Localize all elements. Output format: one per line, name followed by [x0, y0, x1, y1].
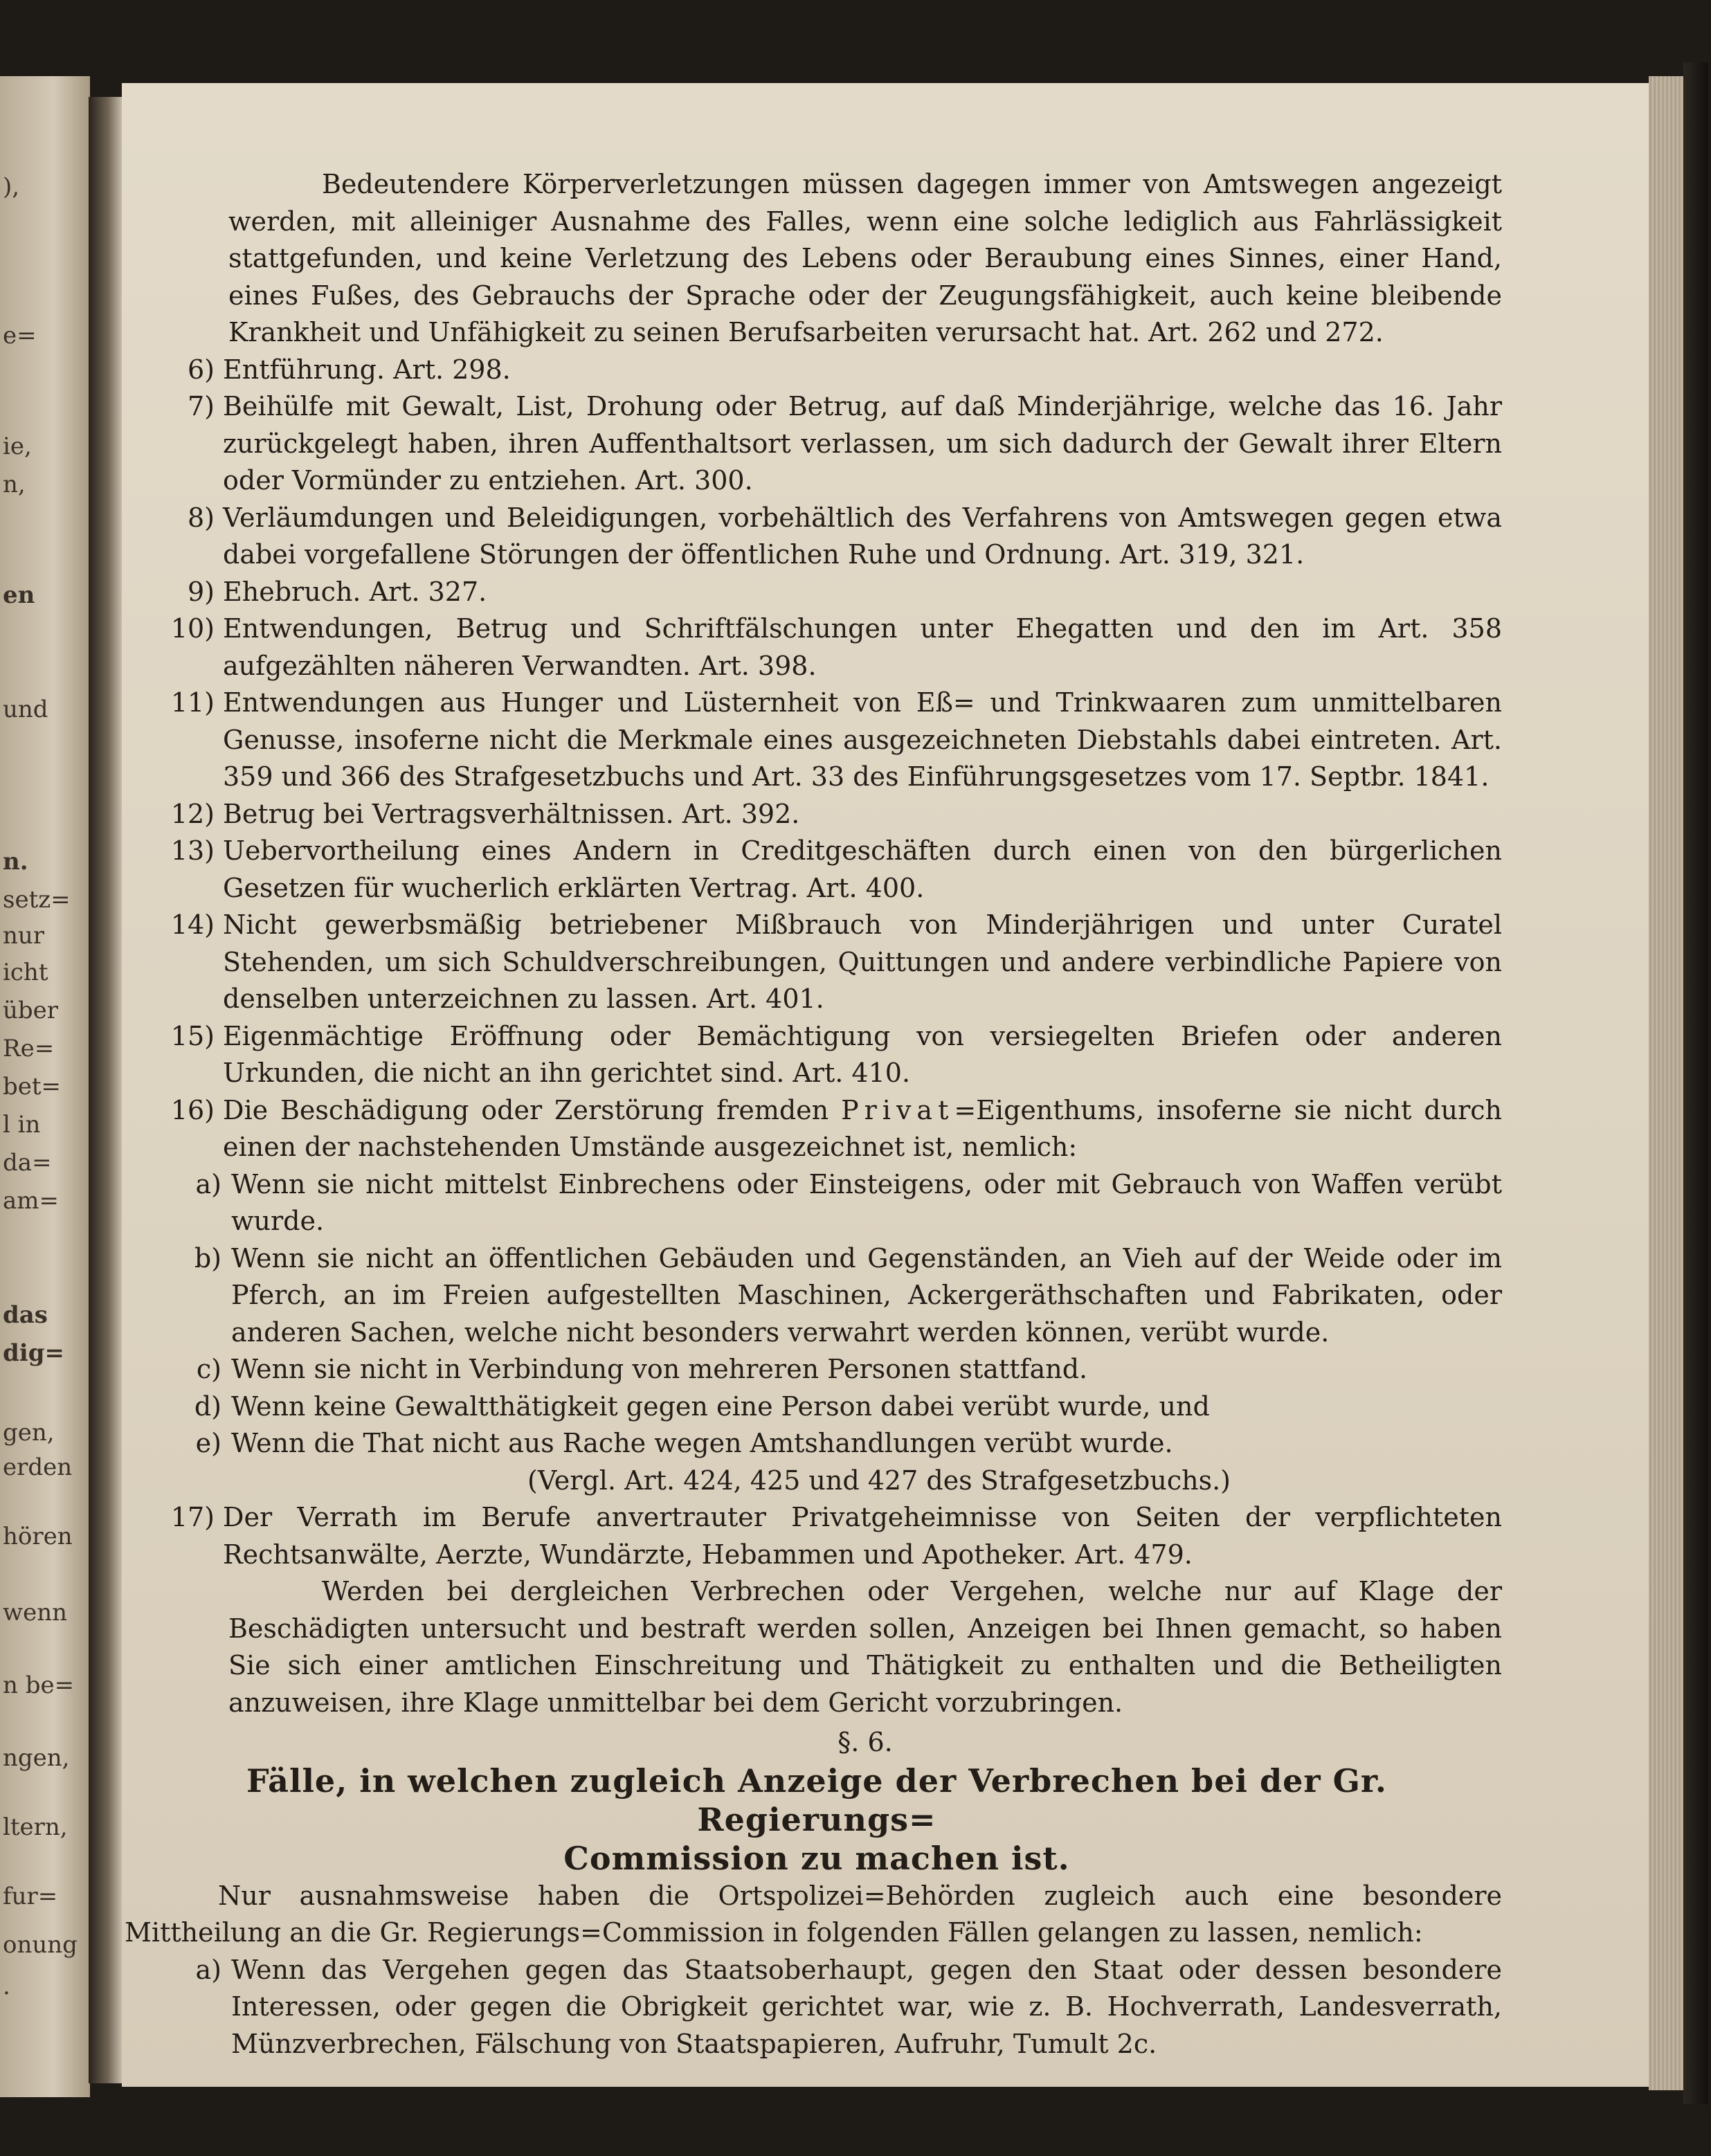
- list-item: [170, 833, 1502, 907]
- item-number: 13): [170, 835, 215, 866]
- intro-paragraph: Bedeutendere Körperverletzungen müssen dagegen immer von Amtswegen angezeigt werden, mit alleiniger Ausnahme des Falles, wenn eine solche lediglich aus Fahrlässigkeit stattgefunden, und keine Verletzung des Lebens oder Beraubung eines Sinnes, einer Hand, eines Fußes, des Gebrauchs der Sprache oder der Zeugungsfähigkeit, auch keine bleibende Krankheit und Unfähigkeit zu seinen Berufsarbeiten verursacht hat. Art. 262 und 272.: [228, 169, 1502, 347]
- margin-fragment: fur=: [3, 1883, 58, 1910]
- list-item: [170, 907, 1502, 1018]
- margin-fragment: wenn: [3, 1599, 68, 1627]
- item-number: 17): [170, 1502, 215, 1532]
- item-number: 8): [187, 502, 215, 533]
- section-heading: [125, 1761, 1509, 1878]
- margin-fragment: am=: [3, 1187, 59, 1215]
- margin-fragment: hören: [3, 1523, 73, 1550]
- item-number: 10): [170, 613, 215, 644]
- margin-fragment: n,: [3, 471, 26, 498]
- margin-fragment: Re=: [3, 1035, 55, 1062]
- margin-fragment: ngen,: [3, 1744, 70, 1772]
- item-number: 7): [187, 391, 215, 422]
- sub-item-label: e): [195, 1428, 221, 1458]
- margin-fragment: onung: [3, 1931, 78, 1959]
- item-number: 14): [170, 909, 215, 940]
- list-item-17: [170, 1499, 1502, 1573]
- margin-fragment: nur: [3, 922, 45, 950]
- margin-fragment: und: [3, 696, 48, 723]
- list-item: [187, 574, 1502, 611]
- item-text: Uebervortheilung eines Andern in Creditgeschäften durch einen von den bürgerlichen Gesetzen für wucherlich erklärten Vertrag. Art. 400.: [223, 835, 1502, 903]
- sub-item-text: Wenn die That nicht aus Rache wegen Amtshandlungen verübt wurde.: [231, 1428, 1173, 1458]
- margin-fragment: gen,: [3, 1419, 55, 1447]
- item-text: [223, 1092, 1502, 1166]
- sub-item-label: d): [194, 1390, 221, 1422]
- item-text: Eigenmächtige Eröffnung oder Bemächtigung von versiegelten Briefen oder anderen Urkunden, die nicht an ihn gerichtet sind. Art. 410.: [223, 1020, 1502, 1088]
- list-item-16: [170, 1092, 1502, 1166]
- margin-fragment: ltern,: [3, 1813, 68, 1841]
- section-intro: Nur ausnahmsweise haben die Ortspolizei=Behörden zugleich auch eine besondere Mittheilung an die Gr. Regierungs=Commission in folgenden Fällen gelangen zu lassen, nemlich:: [125, 1880, 1502, 1948]
- sub-item-label: a): [195, 1954, 221, 1985]
- margin-fragment: en: [3, 581, 35, 609]
- margin-fragment: über: [3, 997, 59, 1024]
- item-text: Entwendungen aus Hunger und Lüsternheit von Eß= und Trinkwaaren zum unmittelbaren Genusse, insoferne nicht die Merkmale eines ausgezeichneten Diebstahls dabei eintreten. Art. 359 und 366 des Strafgesetzbuchs und Art. 33 des Einführungsgesetzes vom 17. Septbr. 1841.: [223, 687, 1502, 792]
- list-item: [187, 500, 1502, 574]
- sub-item: [196, 1351, 1502, 1388]
- item16-spaced-word: Privat: [841, 1094, 954, 1125]
- margin-fragment: bet=: [3, 1073, 62, 1100]
- sub-item-text: Wenn sie nicht in Verbindung von mehreren Personen stattfand.: [231, 1354, 1088, 1384]
- list-item: [170, 1018, 1502, 1092]
- item-number: 16): [170, 1094, 215, 1125]
- list-item: [170, 610, 1502, 685]
- margin-fragment: ie,: [3, 433, 32, 460]
- item16-text-after: =Eigenthums, insoferne sie nicht durch einen der nachstehenden Umstände ausgezeichnet ist, nemlich:: [223, 1094, 1502, 1162]
- margin-fragment: e=: [3, 322, 37, 350]
- page-text: [125, 166, 1502, 2063]
- closing-paragraph: Werden bei dergleichen Verbrechen oder Vergehen, welche nur auf Klage der Beschädigten untersucht und bestraft werden sollen, Anzeigen bei Ihnen gemacht, so haben Sie sich einer amtlichen Einschreitung und Thätigkeit zu enthalten und die Betheiligten anzuweisen, ihre Klage unmittelbar bei dem Gericht vorzubringen.: [228, 1576, 1502, 1718]
- margin-fragment: n.: [3, 848, 28, 876]
- item-number: 15): [170, 1020, 215, 1051]
- item-text: Entwendungen, Betrug und Schriftfälschungen unter Ehegatten und den im Art. 358 aufgezählten näheren Verwandten. Art. 398.: [223, 613, 1502, 681]
- section-heading-line: Commission zu machen ist.: [563, 1839, 1070, 1877]
- margin-fragment: n be=: [3, 1672, 75, 1699]
- sub-item-label: c): [196, 1354, 221, 1384]
- list-item: [187, 352, 1502, 389]
- item-text: Beihülfe mit Gewalt, List, Drohung oder Betrug, auf daß Minderjährige, welche das 16. Jahr zurückgelegt haben, ihren Auffenthaltsort verlassen, um sich dadurch der Gewalt ihrer Eltern oder Vormünder zu entziehen. Art. 300.: [223, 391, 1502, 496]
- sub-item-text: Wenn keine Gewaltthätigkeit gegen eine Person dabei verübt wurde, und: [231, 1390, 1210, 1422]
- sub-item-text: Wenn das Vergehen gegen das Staatsoberhaupt, gegen den Staat oder dessen besondere Interessen, oder gegen die Obrigkeit gerichtet war, wie z. B. Hochverrath, Landesverrath, Münzverbrechen, Fälschung von Staatspapieren, Aufruhr, Tumult 2c.: [231, 1954, 1502, 2059]
- margin-fragment: da=: [3, 1149, 52, 1177]
- list-item: [170, 685, 1502, 796]
- margin-fragment: ),: [3, 173, 20, 201]
- margin-fragment: erden: [3, 1453, 73, 1481]
- item-number: 11): [170, 687, 215, 718]
- sub-item: [195, 1425, 1502, 1462]
- item-number: 12): [170, 798, 215, 829]
- item-text: Entführung. Art. 298.: [223, 354, 511, 385]
- list-item: [187, 388, 1502, 500]
- item-text: Betrug bei Vertragsverhältnissen. Art. 392.: [223, 798, 800, 829]
- sub-item: [194, 1240, 1502, 1352]
- margin-fragment: das: [3, 1301, 48, 1329]
- facing-page-fragment: [0, 76, 90, 2097]
- list-item: [170, 796, 1502, 833]
- item-number: 9): [187, 576, 215, 607]
- item16-text-before: Die Beschädigung oder Zerstörung fremden: [223, 1094, 829, 1125]
- item-number: 6): [187, 354, 215, 385]
- sub-item: [194, 1388, 1502, 1426]
- page-stack-edge: [1649, 76, 1683, 2090]
- sub-item-label: b): [194, 1242, 221, 1274]
- item-text: Nicht gewerbsmäßig betriebener Mißbrauch von Minderjährigen und unter Curatel Stehenden, um sich Schuldverschreibungen, Quittungen und andere verbindliche Papiere von denselben unterzeichnen zu lassen. Art. 401.: [223, 909, 1502, 1014]
- section-heading-line: Fälle, in welchen zugleich Anzeige der Verbrechen bei der Gr. Regierungs=: [246, 1761, 1387, 1838]
- sub-item-label: a): [195, 1168, 221, 1199]
- law-reference: (Vergl. Art. 424, 425 und 427 des Strafgesetzbuchs.): [527, 1465, 1231, 1496]
- sub-item: [195, 1166, 1502, 1240]
- sub-item: [195, 1952, 1502, 2063]
- item-text: Verläumdungen und Beleidigungen, vorbehältlich des Verfahrens von Amtswegen gegen etwa dabei vorgefallene Störungen der öffentlichen Ruhe und Ordnung. Art. 319, 321.: [223, 502, 1502, 570]
- margin-fragment: setz=: [3, 886, 71, 914]
- margin-fragment: l in: [3, 1111, 41, 1139]
- margin-fragment: .: [3, 1973, 10, 2000]
- sub-item-text: Wenn sie nicht mittelst Einbrechens oder Einsteigens, oder mit Gebrauch von Waffen verübt wurde.: [231, 1168, 1502, 1236]
- section-number: §. 6.: [838, 1727, 893, 1757]
- item-text: Der Verrath im Berufe anvertrauter Privatgeheimnisse von Seiten der verpflichteten Rechtsanwälte, Aerzte, Wundärzte, Hebammen und Apotheker. Art. 479.: [223, 1502, 1502, 1570]
- book-cover-edge: [1683, 62, 1708, 2104]
- sub-item-text: Wenn sie nicht an öffentlichen Gebäuden und Gegenständen, an Vieh auf der Weide oder im Pferch, an im Freien aufgestellten Maschinen, Ackergeräthschaften und Fabrikaten, oder anderen Sachen, welche nicht besonders verwahrt werden können, verübt wurde.: [231, 1242, 1502, 1348]
- margin-fragment: icht: [3, 959, 48, 986]
- item-text: Ehebruch. Art. 327.: [223, 576, 487, 607]
- margin-fragment: dig=: [3, 1339, 64, 1367]
